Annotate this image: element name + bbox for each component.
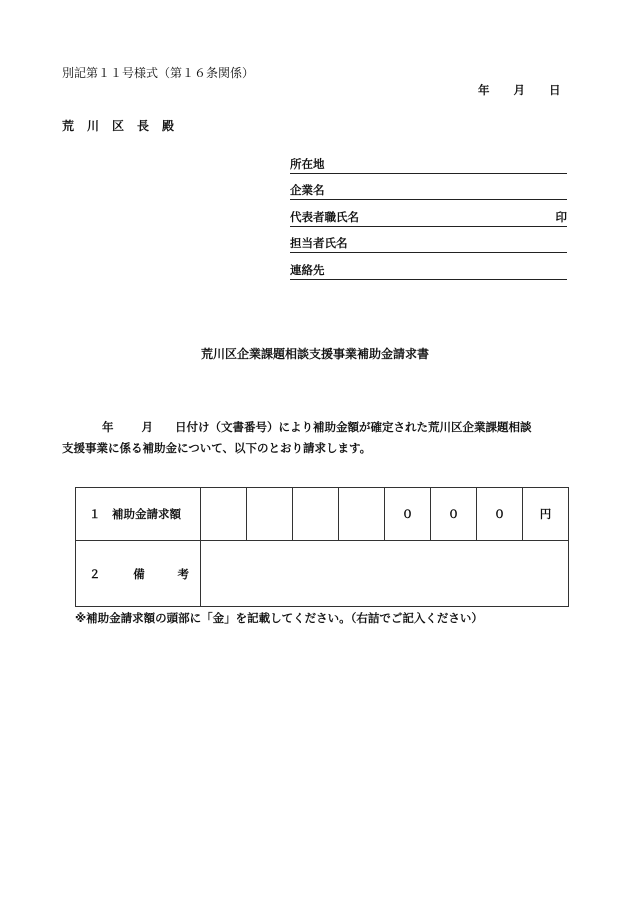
contact-info-field[interactable] bbox=[290, 263, 567, 280]
contact-info-label: 連絡先 bbox=[290, 263, 325, 277]
amount-digit-cell[interactable]: ０ bbox=[431, 488, 477, 541]
company-name-label: 企業名 bbox=[290, 183, 325, 197]
date-month-field[interactable]: 月 bbox=[513, 83, 525, 97]
amount-unit: 円 bbox=[523, 488, 569, 541]
amount-digit-cell[interactable] bbox=[339, 488, 385, 541]
claim-table bbox=[75, 487, 569, 607]
remarks-field[interactable] bbox=[201, 541, 569, 607]
form-number: 別記第１１号様式（第１６条関係） bbox=[62, 66, 255, 80]
date-line bbox=[478, 82, 561, 98]
statement-month: 月 bbox=[141, 420, 153, 434]
representative-label: 代表者職氏名 bbox=[290, 210, 359, 224]
date-year-field[interactable]: 年 bbox=[478, 83, 490, 97]
statement-line-2: 支援事業に係る補助金について、以下のとおり請求します。 bbox=[62, 441, 372, 455]
seal-mark: 印 bbox=[555, 210, 567, 224]
statement-line-1 bbox=[62, 417, 570, 438]
request-statement bbox=[62, 417, 570, 459]
amount-digit-cell[interactable] bbox=[247, 488, 293, 541]
remarks-label-number: ２ bbox=[89, 566, 101, 581]
statement-line-1-text: 日付け（文書番号）により補助金額が確定された荒川区企業課題相談 bbox=[175, 420, 532, 434]
remarks-row bbox=[76, 541, 569, 607]
amount-digit-cell[interactable] bbox=[293, 488, 339, 541]
contact-person-field[interactable] bbox=[290, 236, 567, 253]
amount-digit-cell[interactable]: ０ bbox=[477, 488, 523, 541]
amount-digit-cell[interactable] bbox=[201, 488, 247, 541]
date-day-field[interactable]: 日 bbox=[549, 83, 561, 97]
remarks-label bbox=[76, 541, 201, 607]
address-label: 所在地 bbox=[290, 157, 325, 171]
addressee: 荒川区長殿 bbox=[62, 119, 188, 133]
company-name-field[interactable] bbox=[290, 183, 567, 200]
remarks-label-char-2: 考 bbox=[177, 566, 189, 581]
document-title: 荒川区企業課題相談支援事業補助金請求書 bbox=[200, 347, 429, 361]
contact-person-label: 担当者氏名 bbox=[290, 236, 348, 250]
representative-field[interactable] bbox=[290, 210, 567, 227]
footnote: ※補助金請求額の頭部に「金」を記載してください。（右詰でご記入ください） bbox=[75, 611, 483, 625]
remarks-label-char-1: 備 bbox=[133, 566, 145, 581]
amount-digit-cell[interactable]: ０ bbox=[385, 488, 431, 541]
statement-year: 年 bbox=[102, 420, 114, 434]
address-field[interactable] bbox=[290, 157, 567, 174]
claim-amount-row bbox=[76, 488, 569, 541]
claim-amount-label: １ 補助金請求額 bbox=[76, 488, 201, 541]
